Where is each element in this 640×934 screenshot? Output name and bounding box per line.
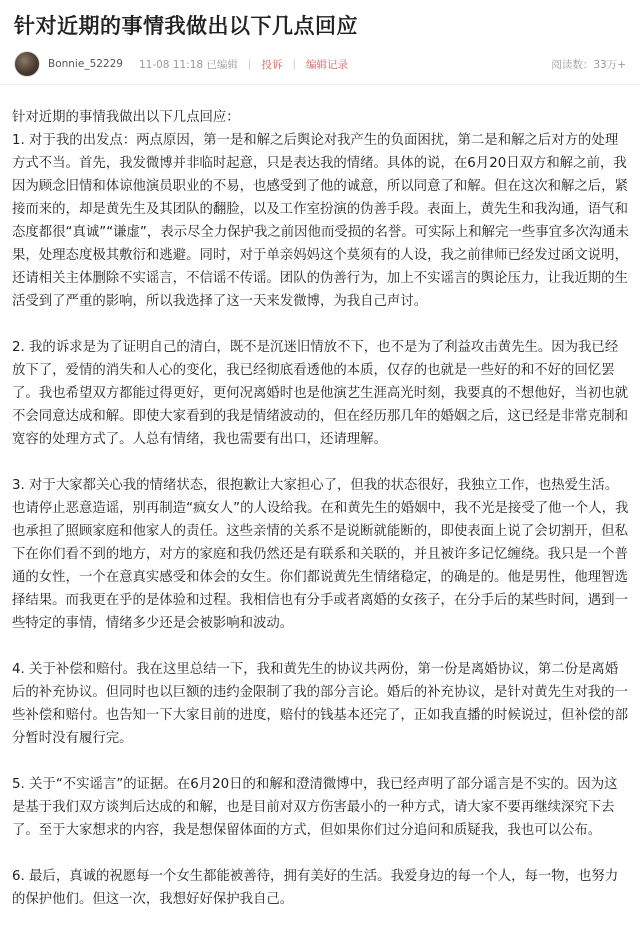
author-name[interactable]: Bonnie_52229	[48, 58, 123, 70]
paragraph-6: 6. 最后，真诚的祝愿每一个女生都能被善待，拥有美好的生活。我爱身边的每一个人，每一物，也努力的保护他们。但这一次，我想好好保护我自己。	[12, 869, 619, 907]
article-meta	[14, 50, 626, 78]
paragraph-1: 1. 对于我的出发点：两点原因，第一是和解之后舆论对我产生的负面困扰，第二是和解之后对方的处理方式不当。首先，我发微博并非临时起意，只是表达我的情绪。具体的说，在6月20日双方和解之前，我因为顾念旧情和体谅他演员职业的不易，也感受到了他的诚意，所以同意了和解。但在这次和解之后，紧接而来的，却是黄先生及其团队的翻脸，以及工作室扮演的伪善手段。表面上，黄先生和我沟通，语气和态度都很“真诚”“谦虚”，表示尽全力保护我之前因他而受损的名誉。可实际上和解完一些事宜多次沟通未果，处理态度极其敷衍和逃避。同时，对于单亲妈妈这个莫须有的人设，我之前律师已经发过函文说明，还请相关主体删除不实谣言，不信谣不传谣。团队的伪善行为，加上不实谣言的舆论压力，让我近期的生活受到了严重的影响，所以我选择了这一天来发微博，为我自己声讨。	[12, 133, 629, 309]
intro-paragraph: 针对近期的事情我做出以下几点回应：	[12, 110, 240, 125]
header-divider	[0, 84, 640, 85]
meta-separator: |	[292, 58, 297, 70]
paragraph-2: 2. 我的诉求是为了证明自己的清白，既不是沉迷旧情放不下，也不是为了利益攻击黄先生。因为我已经放下了，爱情的消失和人心的变化，我已经彻底看透他的本质，仅存的也就是一些好的和不好的回忆罢了。我也希望双方都能过得更好，更何况离婚时也是他演艺生涯高光时刻，我要真的不想他好，当初也就不会同意达成和解。即使大家看到的我是情绪波动的，但在经历那几年的婚姻之后，这已经是非常克制和宽容的处理方式了。人总有情绪，我也需要有出口，还请理解。	[12, 340, 628, 447]
read-count-label: 阅读数：	[551, 58, 594, 71]
meta-separator: |	[247, 58, 252, 70]
edit-history-link[interactable]: 编辑记录	[306, 58, 349, 71]
paragraph-3: 3. 对于大家都关心我的情绪状态，很抱歉让大家担心了，但我的状态很好，我独立工作，也热爱生活。也请停止恶意造谣，别再制造“疯女人”的人设给我。在和黄先生的婚姻中，我不光是接受了他一个人，我也承担了照顾家庭和他家人的责任。这些亲情的关系不是说断就能断的，即使表面上说了会切割开，但私下在你们看不到的地方，对方的家庭和我仍然还是有联系和关联的，并且被许多记忆缠绕。我只是一个普通的女性，一个在意真实感受和体会的女生。你们都说黄先生情绪稳定，的确是的。他是男性，他理智选择结果。而我更在乎的是体验和过程。我相信也有分手或者离婚的女孩子，在分手后的某些时间，遇到一些特定的事情，情绪多少还是会被影响和波动。	[12, 478, 629, 631]
paragraph-5: 5. 关于“不实谣言”的证据。在6月20日的和解和澄清微博中，我已经声明了部分谣言是不实的。因为这是基于我们双方谈判后达成的和解，也是目前对双方伤害最小的一种方式，请大家不要再继续深究下去了。至于大家想求的内容，我是想保留体面的方式，但如果你们过分追问和质疑我，我也可以公布。	[12, 777, 618, 838]
article-body	[12, 106, 630, 934]
article-title: 针对近期的事情我做出以下几点回应	[14, 14, 358, 38]
author-avatar[interactable]	[14, 51, 40, 77]
post-time: 11-08 11:18 已编辑	[138, 58, 238, 71]
read-count-value: 33万+	[593, 58, 626, 71]
title-bar	[0, 0, 640, 44]
report-link[interactable]: 投诉	[261, 58, 283, 71]
paragraph-4: 4. 关于补偿和赔付。我在这里总结一下，我和黄先生的协议共两份，第一份是离婚协议，第二份是离婚后的补充协议。但同时也以巨额的违约金限制了我的部分言论。婚后的补充协议，是针对黄先生对我的一些补偿和赔付。也告知一下大家目前的进度，赔付的钱基本还完了，正如我直播的时候说过，但补偿的部分暂时没有履行完。	[12, 662, 628, 746]
